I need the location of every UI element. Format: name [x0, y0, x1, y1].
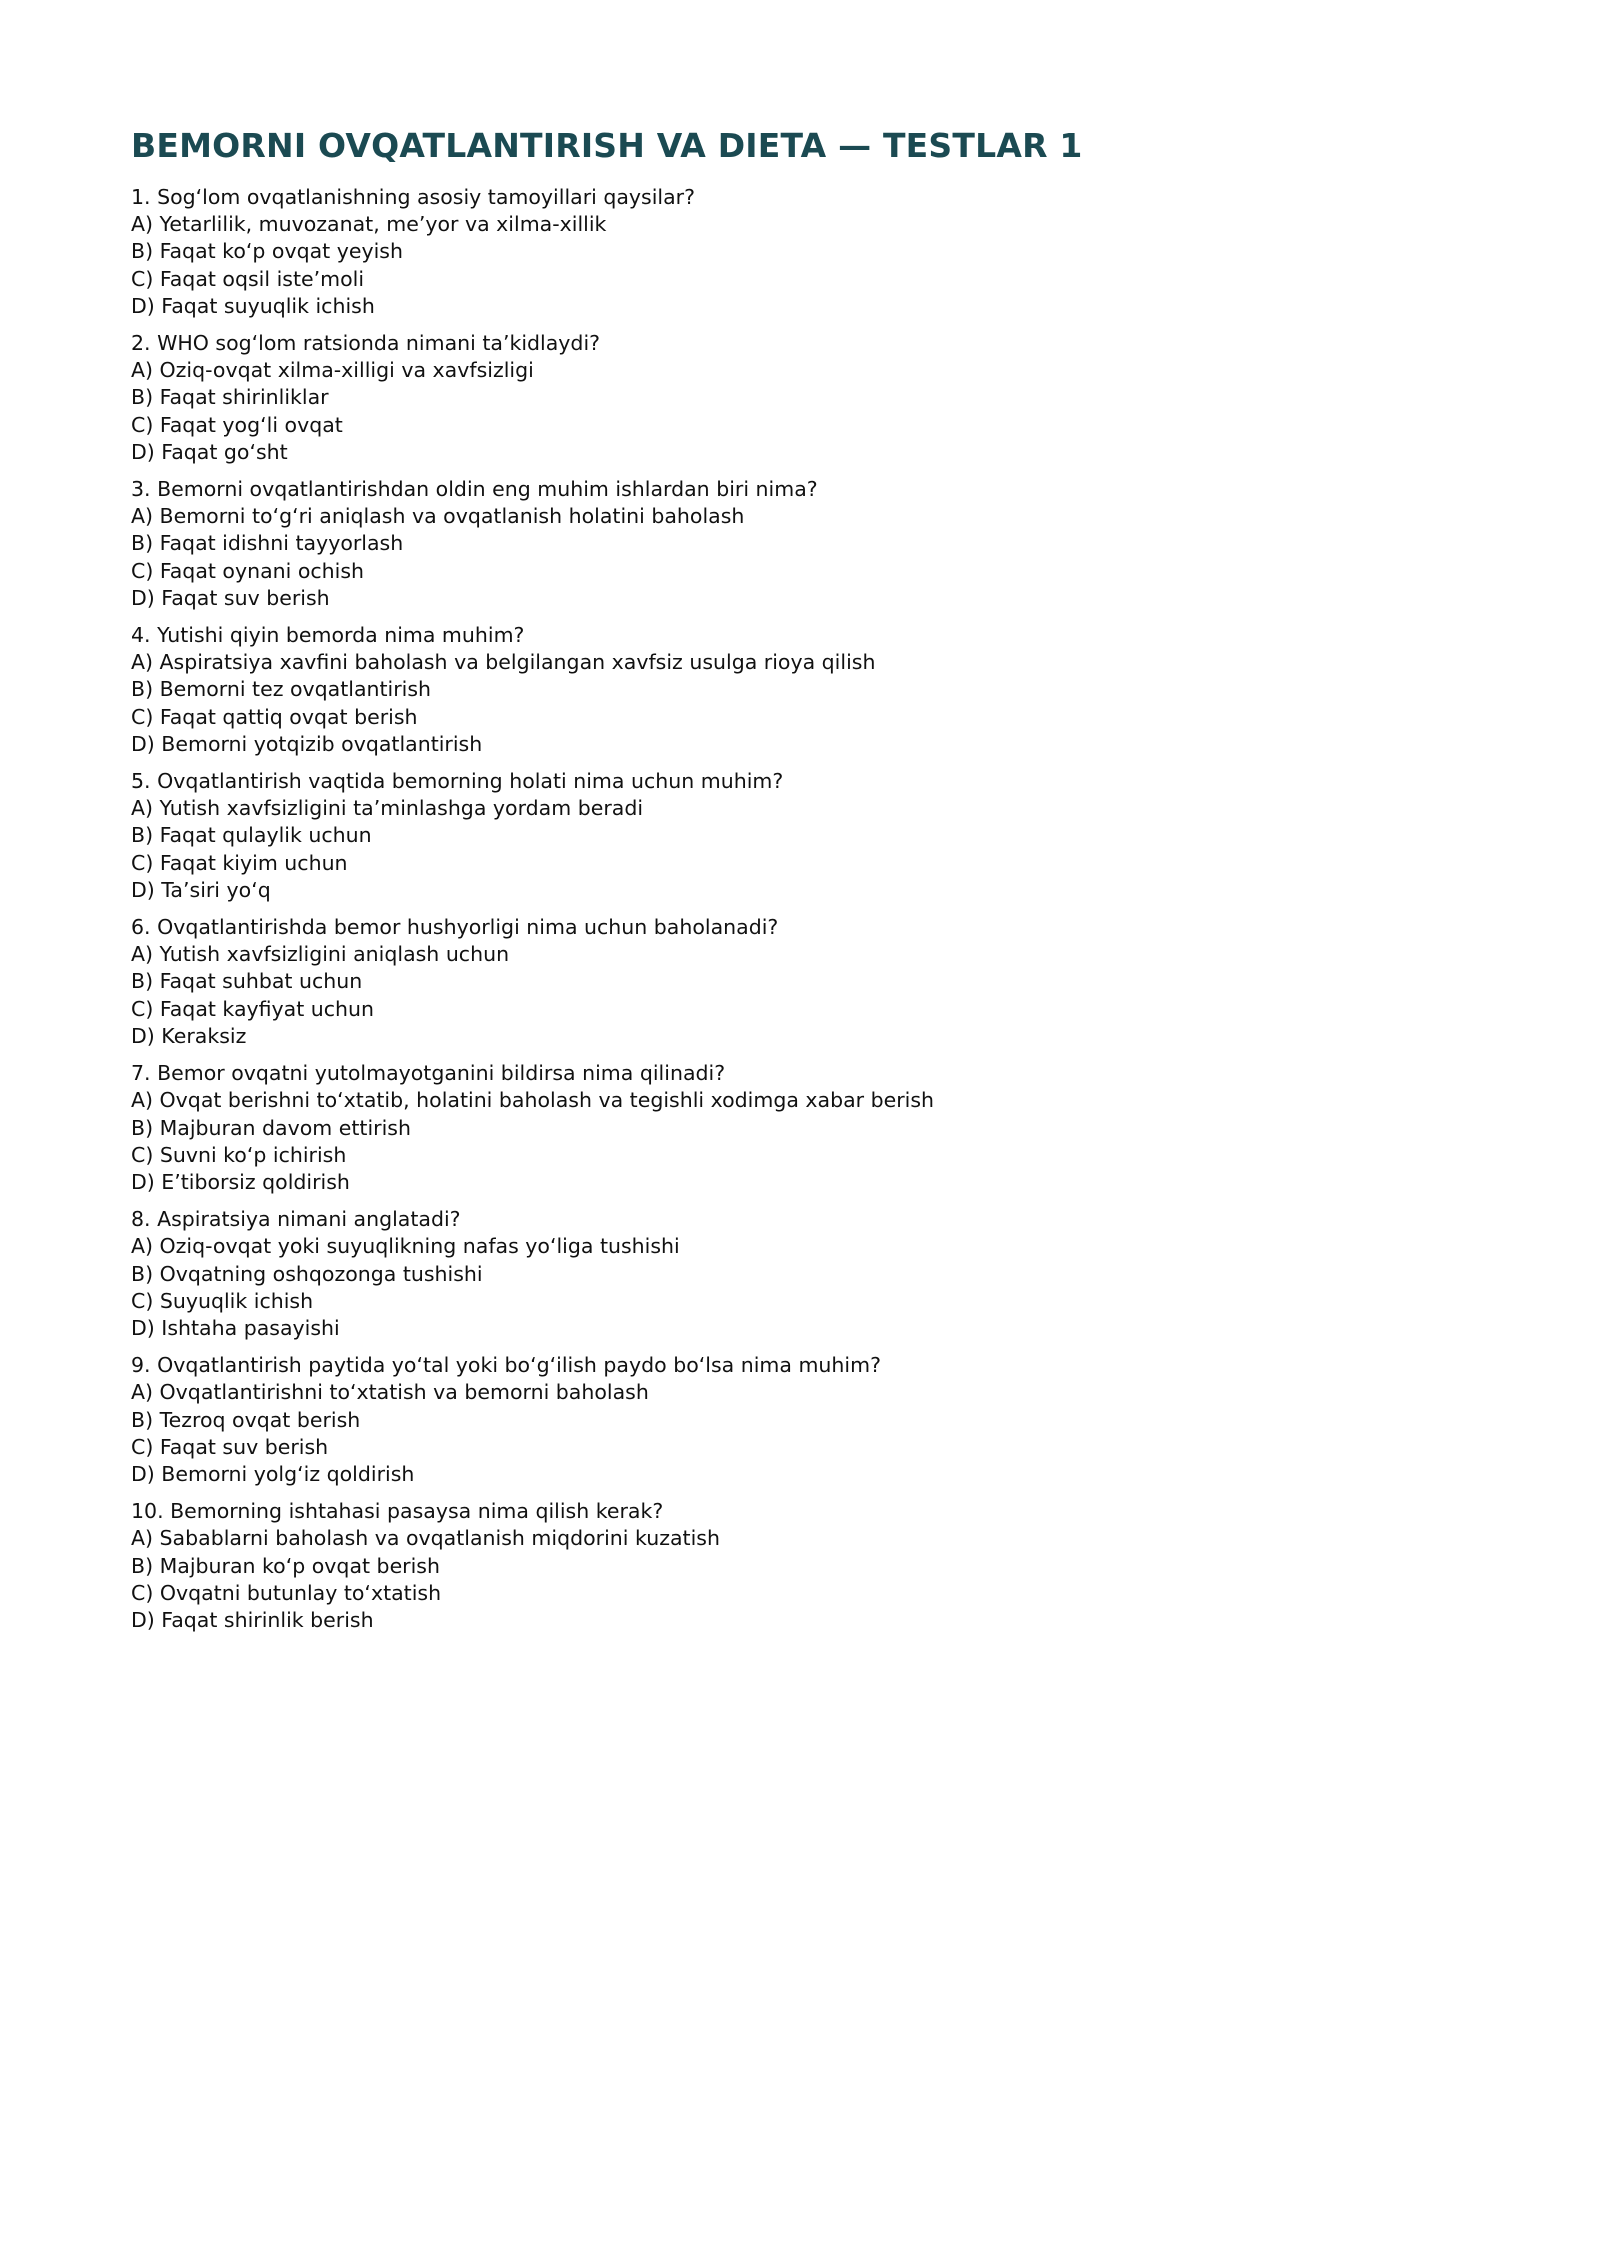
- option-a: A) Sabablarni baholash va ovqatlanish miqdorini kuzatish: [131, 1526, 720, 1551]
- question-text: 8. Aspiratsiya nimani anglatadi?: [131, 1207, 461, 1232]
- question-7: [131, 1060, 1471, 1196]
- option-c: C) Faqat qattiq ovqat berish: [131, 704, 418, 729]
- option-d: D) Ishtaha pasayishi: [131, 1315, 340, 1340]
- option-c: C) Faqat suv berish: [131, 1434, 329, 1459]
- option-a: A) Yutish xavfsizligini ta’minlashga yordam beradi: [131, 796, 644, 821]
- question-5: [131, 768, 1471, 904]
- question-text: 5. Ovqatlantirish vaqtida bemorning holati nima uchun muhim?: [131, 769, 784, 794]
- question-4: [131, 622, 1471, 758]
- page-title: BEMORNI OVQATLANTIRISH VA DIETA — TESTLAR 1: [131, 126, 1083, 165]
- option-a: A) Yetarlilik, muvozanat, me’yor va xilma-xillik: [131, 212, 607, 237]
- option-b: B) Ovqatning oshqozonga tushishi: [131, 1261, 483, 1286]
- option-d: D) Faqat suyuqlik ichish: [131, 293, 375, 318]
- option-b: B) Bemorni tez ovqatlantirish: [131, 677, 432, 702]
- option-d: D) Bemorni yotqizib ovqatlantirish: [131, 731, 483, 756]
- option-b: B) Faqat shirinliklar: [131, 385, 329, 410]
- question-3: [131, 476, 1471, 612]
- option-a: A) Aspiratsiya xavfini baholash va belgilangan xavfsiz usulga rioya qilish: [131, 650, 876, 675]
- question-10: [131, 1498, 1471, 1634]
- option-b: B) Majburan davom ettirish: [131, 1115, 411, 1140]
- option-a: A) Oziq-ovqat xilma-xilligi va xavfsizligi: [131, 358, 534, 383]
- document-page: [131, 122, 1471, 1644]
- option-c: C) Faqat kiyim uchun: [131, 850, 348, 875]
- option-c: C) Ovqatni butunlay to‘xtatish: [131, 1580, 442, 1605]
- option-b: B) Faqat idishni tayyorlash: [131, 531, 404, 556]
- question-8: [131, 1206, 1471, 1342]
- question-text: 2. WHO sog‘lom ratsionda nimani ta’kidlaydi?: [131, 331, 601, 356]
- option-d: D) Bemorni yolg‘iz qoldirish: [131, 1461, 415, 1486]
- question-text: 9. Ovqatlantirish paytida yo‘tal yoki bo‘g‘ilish paydo bo‘lsa nima muhim?: [131, 1353, 881, 1378]
- option-a: A) Ovqatlantirishni to‘xtatish va bemorni baholash: [131, 1380, 649, 1405]
- option-b: B) Faqat suhbat uchun: [131, 969, 363, 994]
- question-9: [131, 1352, 1471, 1488]
- option-c: C) Faqat oynani ochish: [131, 558, 365, 583]
- option-c: C) Suyuqlik ichish: [131, 1288, 314, 1313]
- option-d: D) Faqat suv berish: [131, 585, 330, 610]
- option-a: A) Yutish xavfsizligini aniqlash uchun: [131, 942, 510, 967]
- question-text: 10. Bemorning ishtahasi pasaysa nima qilish kerak?: [131, 1499, 664, 1524]
- option-d: D) E’tiborsiz qoldirish: [131, 1169, 350, 1194]
- option-d: D) Ta’siri yo‘q: [131, 877, 271, 902]
- option-b: B) Tezroq ovqat berish: [131, 1407, 361, 1432]
- option-b: B) Majburan ko‘p ovqat berish: [131, 1553, 440, 1578]
- question-6: [131, 914, 1471, 1050]
- option-a: A) Ovqat berishni to‘xtatib, holatini baholash va tegishli xodimga xabar berish: [131, 1088, 935, 1113]
- question-text: 1. Sog‘lom ovqatlanishning asosiy tamoyillari qaysilar?: [131, 185, 695, 209]
- option-b: B) Faqat ko‘p ovqat yeyish: [131, 239, 403, 264]
- option-d: D) Faqat go‘sht: [131, 439, 288, 464]
- question-text: 3. Bemorni ovqatlantirishdan oldin eng muhim ishlardan biri nima?: [131, 477, 818, 502]
- question-text: 6. Ovqatlantirishda bemor hushyorligi nima uchun baholanadi?: [131, 915, 779, 940]
- option-d: D) Faqat shirinlik berish: [131, 1607, 374, 1632]
- option-a: A) Bemorni to‘g‘ri aniqlash va ovqatlanish holatini baholash: [131, 504, 745, 529]
- option-d: D) Keraksiz: [131, 1023, 247, 1048]
- option-c: C) Faqat oqsil iste’moli: [131, 266, 365, 291]
- question-2: [131, 330, 1471, 466]
- option-a: A) Oziq-ovqat yoki suyuqlikning nafas yo‘liga tushishi: [131, 1234, 680, 1259]
- option-c: C) Faqat kayfiyat uchun: [131, 996, 375, 1021]
- question-text: 7. Bemor ovqatni yutolmayotganini bildirsa nima qilinadi?: [131, 1061, 726, 1086]
- question-text: 4. Yutishi qiyin bemorda nima muhim?: [131, 623, 525, 648]
- option-b: B) Faqat qulaylik uchun: [131, 823, 372, 848]
- option-c: C) Suvni ko‘p ichirish: [131, 1142, 347, 1167]
- question-1: [131, 184, 1471, 320]
- option-c: C) Faqat yog‘li ovqat: [131, 412, 343, 437]
